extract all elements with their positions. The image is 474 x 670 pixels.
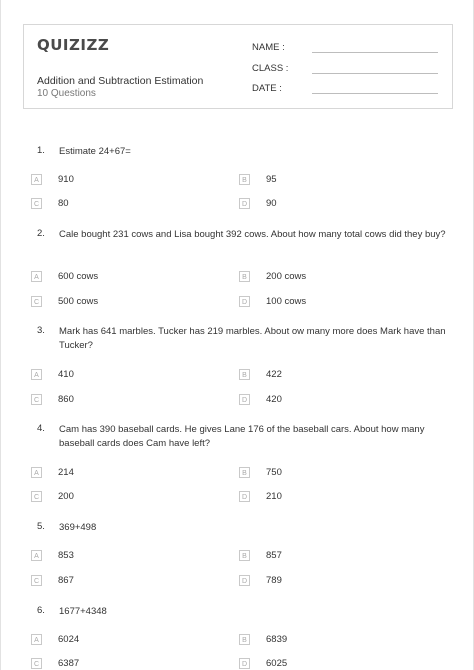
- question-number: 3.: [37, 325, 45, 336]
- option-letter-box[interactable]: C: [31, 575, 42, 586]
- option-letter-box[interactable]: B: [239, 174, 250, 185]
- quizizz-logo: QUIZIZZ: [37, 36, 110, 54]
- option-value: 600 cows: [58, 271, 99, 282]
- question-text: Cam has 390 baseball cards. He gives Lane 176 of the baseball cars. About how many baseball cards does Cam have left?: [59, 424, 425, 449]
- option-value: 214: [58, 467, 74, 478]
- question-text: 369+498: [59, 522, 97, 533]
- option-value: 6387: [58, 658, 80, 669]
- option-value: 100 cows: [266, 296, 307, 307]
- option-letter-box[interactable]: A: [31, 271, 42, 282]
- option-letter-box[interactable]: C: [31, 296, 42, 307]
- class-line[interactable]: [312, 73, 438, 74]
- option-value: 200 cows: [266, 271, 307, 282]
- option-letter-box[interactable]: D: [239, 394, 250, 405]
- option-letter-box[interactable]: C: [31, 658, 42, 669]
- option-value: 750: [266, 467, 282, 478]
- question-number: 2.: [37, 228, 45, 239]
- option-value: 95: [266, 174, 277, 185]
- option-value: 80: [58, 198, 69, 209]
- date-label: DATE :: [252, 83, 282, 94]
- option-letter-box[interactable]: B: [239, 634, 250, 645]
- option-letter-box[interactable]: A: [31, 467, 42, 478]
- option-value: 420: [266, 394, 282, 405]
- option-letter-box[interactable]: D: [239, 658, 250, 669]
- option-value: 789: [266, 575, 282, 586]
- option-letter-box[interactable]: D: [239, 575, 250, 586]
- option-value: 210: [266, 491, 282, 502]
- class-field[interactable]: [252, 63, 288, 74]
- option-letter-box[interactable]: A: [31, 174, 42, 185]
- option-letter-box[interactable]: C: [31, 198, 42, 209]
- date-field[interactable]: [252, 83, 282, 94]
- date-line[interactable]: [312, 93, 438, 94]
- option-value: 910: [58, 174, 74, 185]
- option-letter-box[interactable]: A: [31, 634, 42, 645]
- option-value: 857: [266, 550, 282, 561]
- name-field[interactable]: [252, 42, 285, 53]
- option-value: 200: [58, 491, 74, 502]
- question-text: 1677+4348: [59, 606, 107, 617]
- option-letter-box[interactable]: A: [31, 369, 42, 380]
- option-value: 853: [58, 550, 74, 561]
- option-letter-box[interactable]: B: [239, 550, 250, 561]
- worksheet-header: [23, 24, 453, 109]
- option-letter-box[interactable]: C: [31, 491, 42, 502]
- question-number: 5.: [37, 521, 45, 532]
- option-value: 500 cows: [58, 296, 99, 307]
- option-value: 422: [266, 369, 282, 380]
- option-letter-box[interactable]: B: [239, 467, 250, 478]
- question-count: 10 Questions: [37, 88, 96, 99]
- question-number: 4.: [37, 423, 45, 434]
- option-value: 860: [58, 394, 74, 405]
- option-value: 6839: [266, 634, 288, 645]
- worksheet-title: Addition and Subtraction Estimation: [37, 75, 204, 87]
- option-letter-box[interactable]: B: [239, 369, 250, 380]
- option-value: 90: [266, 198, 277, 209]
- question-text: Estimate 24+67=: [59, 146, 131, 157]
- class-label: CLASS :: [252, 63, 289, 74]
- option-letter-box[interactable]: D: [239, 198, 250, 209]
- option-letter-box[interactable]: C: [31, 394, 42, 405]
- option-letter-box[interactable]: D: [239, 296, 250, 307]
- question-number: 1.: [37, 145, 45, 156]
- option-letter-box[interactable]: A: [31, 550, 42, 561]
- question-text: Cale bought 231 cows and Lisa bought 392 cows. About how many total cows did they buy?: [59, 229, 446, 240]
- option-letter-box[interactable]: B: [239, 271, 250, 282]
- name-line[interactable]: [312, 52, 438, 53]
- option-value: 867: [58, 575, 74, 586]
- question-text: Mark has 641 marbles. Tucker has 219 marbles. About ow many more does Mark have than Tucker?: [59, 326, 446, 351]
- option-value: 6024: [58, 634, 80, 645]
- question-number: 6.: [37, 605, 45, 616]
- option-value: 410: [58, 369, 74, 380]
- option-value: 6025: [266, 658, 288, 669]
- name-label: NAME :: [252, 42, 285, 53]
- option-letter-box[interactable]: D: [239, 491, 250, 502]
